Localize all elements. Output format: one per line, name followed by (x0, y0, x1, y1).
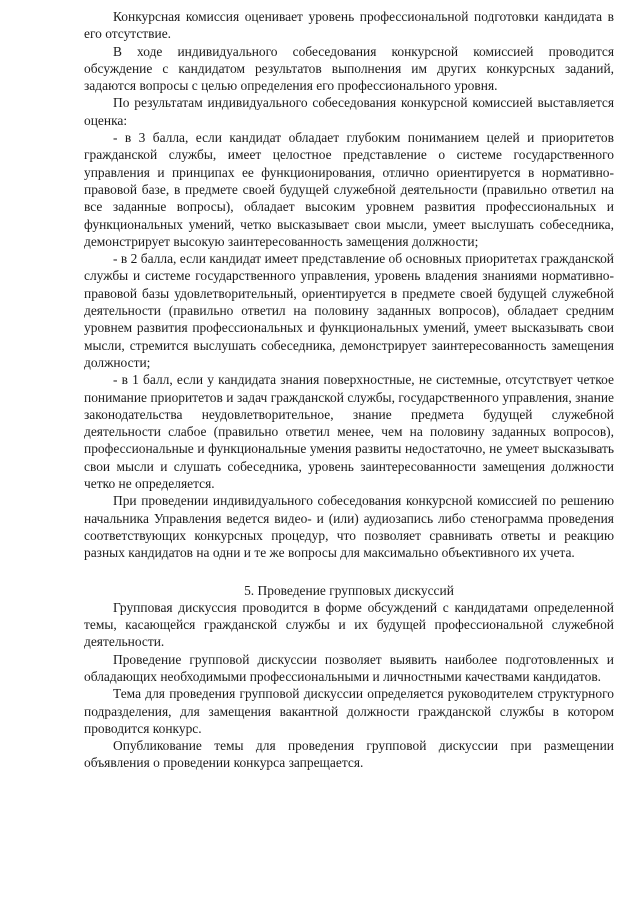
paragraph-recording: При проведении индивидуального собеседования конкурсной комиссией по решению начальника Управления ведется видео- и (или) аудиозапись либо стенограмма проведения соответствующих конкурсных процедур, что позволяет сравнивать ответы и реакцию разных кандидатов на одни и те же вопросы для максимально объективного их учета. (84, 493, 614, 561)
paragraph-group-discussion-topic: Тема для проведения групповой дискуссии определяется руководителем структурного подразделения, для замещения вакантной должности гражданской службы в котором проводится конкурс. (84, 686, 614, 736)
paragraph-score-1: - в 1 балл, если у кандидата знания поверхностные, не системные, отсутствует четкое понимание приоритетов и задач гражданской службы, государственного управления, знание законодательства неудовлетворительное, знание предмета будущей служебной деятельности слабое (правильно ответил менее, чем на половину заданных вопросов), профессиональные и функциональные умения развиты недостаточно, не умеет высказывать свои мысли и слушать собеседника, уровень заинтересованности замещения должности четко не определяется. (84, 372, 614, 492)
paragraph-score-intro: По результатам индивидуального собеседования конкурсной комиссией выставляется оценка: (84, 95, 614, 128)
paragraph-group-discussion-purpose: Проведение групповой дискуссии позволяет выявить наиболее подготовленных и обладающих необходимыми профессиональными и личностными качествами кандидатов. (84, 651, 614, 684)
paragraph-interview-discussion: В ходе индивидуального собеседования конкурсной комиссией проводится обсуждение с кандидатом результатов выполнения им других конкурсных заданий, задаются вопросы с целью определения его профессионального уровня. (84, 43, 614, 94)
paragraph-group-discussion-publication: Опубликование темы для проведения групповой дискуссии при размещении объявления о проведении конкурса запрещается. (84, 738, 614, 771)
section-gap (84, 562, 614, 582)
paragraph-score-3: - в 3 балла, если кандидат обладает глубоким пониманием целей и приоритетов гражданской службы, имеет целостное представление о системе государственного управления и принципах ее функционирования, отлично ориентируется в нормативно-правовой базе, в предмете своей будущей служебной деятельности (правильно ответил на все заданные вопросы), обладает высоким уровнем развития профессиональных и функциональных умений, четко высказывает свои мысли, умеет выслушать собеседника, демонстрирует высокую заинтересованность замещения должности; (84, 130, 614, 249)
section-heading: 5. Проведение групповых дискуссий (244, 582, 454, 598)
paragraph-group-discussion-form: Групповая дискуссия проводится в форме обсуждений с кандидатами определенной темы, касающейся гражданской службы и их будущей профессиональной служебной деятельности. (84, 599, 614, 650)
paragraph-score-2: - в 2 балла, если кандидат имеет представление об основных приоритетах гражданской службы и системе государственного управления, уровень владения знаниями нормативно-правовой базы удовлетворительный, ориентируется в предмете своей будущей служебной деятельности (правильно ответил на половину заданных вопросов), обладает средним уровнем развития профессиональных и функциональных умений, умеет высказывать свои мысли, стремится выслушать собеседника, демонстрирует заинтересованность замещения должности; (84, 251, 614, 370)
paragraph-evaluation-absence: Конкурсная комиссия оценивает уровень профессиональной подготовки кандидата в его отсутствие. (84, 9, 614, 42)
